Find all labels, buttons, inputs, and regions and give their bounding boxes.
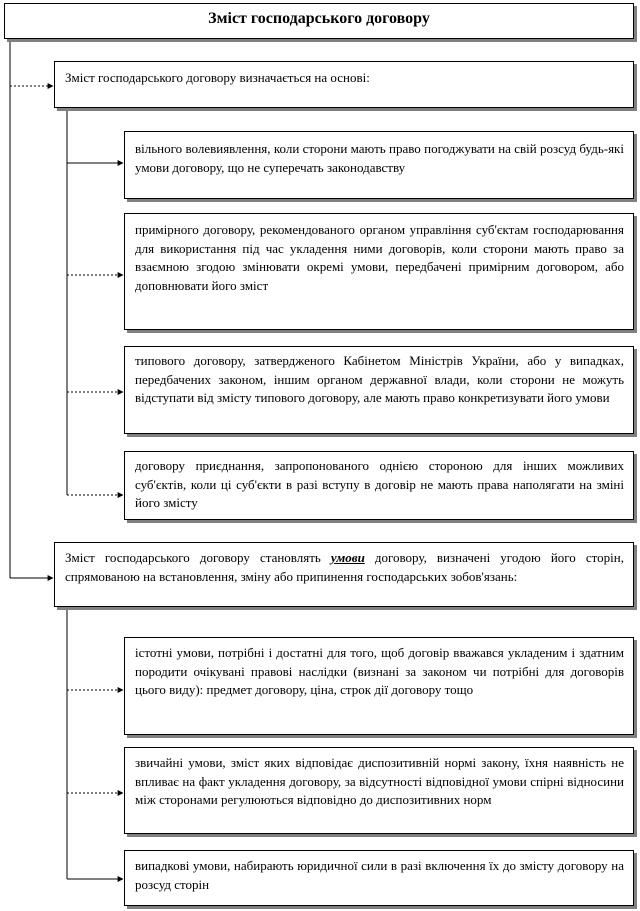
section-terms-after: договору, визначені угодою його сторін, спрямованою на встановлення, зміну або припинення господарських зобов'язань: (65, 550, 624, 584)
item-model-contract-text: примірного договору, рекомендованого органом управління суб'єктам господарювання для використання під час укладення ними договорів, коли сторони мають право за взаємною згодою змінювати окремі умови, передбачені примірним договором, або доповнювати його зміст (135, 222, 624, 293)
section-basis (54, 61, 634, 108)
item-essential-terms (124, 637, 634, 735)
section-terms-before: Зміст господарського договору становлять (65, 550, 331, 565)
item-free-will (124, 131, 634, 199)
section-terms-keyword: умови (330, 550, 365, 565)
item-random-terms-text: випадкові умови, набирають юридичної сили в разі включення їх до змісту договору на розсуд сторін (135, 858, 624, 892)
diagram-title: Зміст господарського договору (4, 3, 634, 39)
item-standard-contract (124, 346, 634, 434)
item-ordinary-terms (124, 747, 634, 834)
item-accession-contract-text: договору приєднання, запропонованого однією стороною для інших можливих суб'єктів, коли ці суб'єкти в разі вступу в договір не мають права наполягати на зміні його змісту (135, 458, 624, 510)
item-accession-contract (124, 451, 634, 520)
section-basis-text: Зміст господарського договору визначається на основі: (65, 70, 370, 85)
item-essential-terms-text: істотні умови, потрібні і достатні для того, щоб договір вважався укладеним і здатним породити очікувані правові наслідки (визнані за законом чи потрібні для договорів цього виду): предмет договору, ціна, строк дії договору тощо (135, 645, 624, 697)
item-ordinary-terms-text: звичайні умови, зміст яких відповідає диспозитивній нормі закону, їхня наявність не впливає на факт укладення договору, за відсутності відповідної умови спірні відносини між сторонами регулюються відповідно до диспозитивних норм (135, 755, 624, 807)
item-random-terms (124, 850, 634, 906)
section-terms (54, 542, 634, 607)
item-standard-contract-text: типового договору, затвердженого Кабінетом Міністрів України, або у випадках, передбачених законом, іншим органом державної влади, коли сторони не можуть відступати від змісту типового договору, але мають право конкретизувати його умови (135, 353, 624, 405)
item-model-contract (124, 213, 634, 330)
item-free-will-text: вільного волевиявлення, коли сторони мають право погоджувати на свій розсуд будь-які умови договору, що не суперечать законодавству (135, 141, 624, 175)
